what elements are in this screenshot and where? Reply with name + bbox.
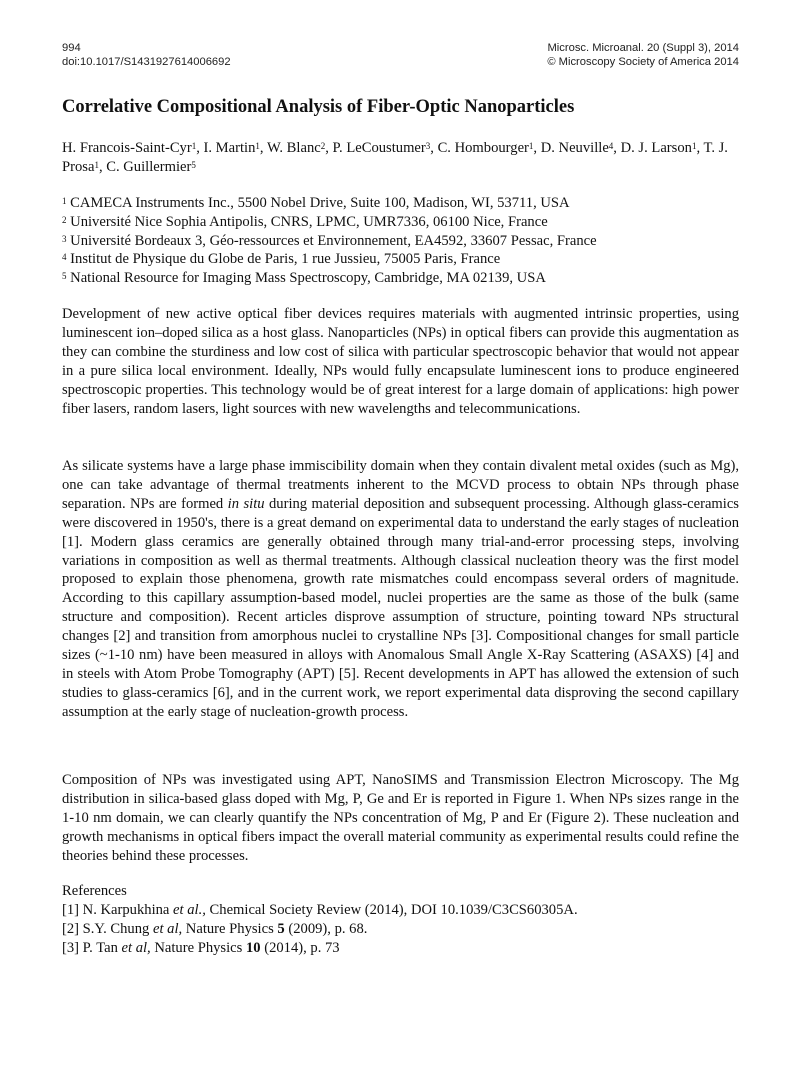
author: D. J. Larson$^1$, <box>620 140 704 156</box>
doi: doi:10.1017/S1431927614006692 <box>62 55 231 68</box>
author: C. Hombourger$^1$, <box>437 140 541 156</box>
affiliation: $^4$ Institut de Physique du Globe de Paris, 1 rue Jussieu, 75005 Paris, France <box>62 251 501 268</box>
author: W. Blanc$^2$, <box>266 140 333 156</box>
author: C. Guillermier$^5$ <box>106 159 196 175</box>
affiliation: $^5$ National Resource for Imaging Mass Spectroscopy, Cambridge, MA 02139, USA <box>62 270 546 287</box>
affiliation: $^2$ Université Nice Sophia Antipolis, CNRS, LPMC, UMR7336, 06100 Nice, France <box>62 213 548 230</box>
reference-item: [3] P. Tan et al, Nature Physics 10 (2014), p. 73 <box>62 940 340 956</box>
body-paragraph-2: As silicate systems have a large phase immiscibility domain when they contain divalent metal oxides (such as Mg), one can take advantage of thermal treatments inherent to the MCVD process to obtain NPs through phase separation. NPs are formed in situ during material deposition and subsequent processing. Although glass-ceramics were discovered in 1950's, there is a great demand on experimental data to understand the early stages of nucleation [1]. Modern glass ceramics are generally obtained through many trial-and-error processing steps, involving variations in composition as well as thermal treatments. Although classical nucleation theory was the first model proposed to explain those phenomena, growth rate mismatches could encompass several orders of magnitude. According to this capillary assumption-based model, nuclei properties are the same as those of the bulk (same structure and composition). Recent articles disprove assumption of structure, pointing toward NPs structural changes [2] and transition from amorphous nuclei to crystalline NPs [3]. Compositional changes for small particle sizes (~1-10 nm) have been measured in alloys with Anomalous Small Angle X-Ray Scattering (ASAXS) [4] and in steels with Atom Probe Tomography (APT) [5]. Recent developments in APT has allowed the extension of such studies to glass-ceramics [6], and in the current work, we report experimental data disproving the second capillary assumption at the early stage of nucleation-growth process. <box>62 458 739 720</box>
journal-citation: Microsc. Microanal. 20 (Suppl 3), 2014 <box>547 42 739 54</box>
author: T. J. Prosa$^1$, <box>62 140 728 175</box>
author: I. Martin$^1$, <box>203 140 267 156</box>
affiliation: $^1$ CAMECA Instruments Inc., 5500 Nobel Drive, Suite 100, Madison, WI, 53711, USA <box>62 195 570 211</box>
reference-item: [2] S.Y. Chung et al, Nature Physics 5 (2009), p. 68. <box>62 921 368 937</box>
body-paragraph-3: Composition of NPs was investigated using APT, NanoSIMS and Transmission Electron Microscopy. The Mg distribution in silica-based glass doped with Mg, P, Ge and Er is reported in Figure 1. When NPs sizes range in the 1-10 nm domain, we can clearly quantify the NPs concentration of Mg, P and Er (Figure 2). These nucleation and growth mechanisms in optical fibers impact the overall material community as experimental results could refine the theories behind these processes. <box>62 772 739 864</box>
copyright: © Microscopy Society of America 2014 <box>547 55 739 68</box>
affiliation-list <box>62 194 762 288</box>
author: D. Neuville$^4$, <box>540 140 621 156</box>
references-section <box>62 882 739 958</box>
body-paragraph-1: Development of new active optical fiber devices requires materials with augmented intrinsic properties, using luminescent ion–doped silica as a host glass. Nanoparticles (NPs) in optical fibers can provide this augmentation as they can combine the sturdiness and low cost of silica with particular spectroscopic behavior that would not appear in a pure silica local environment. Ideally, NPs would fully encapsulate luminescent ions to produce engineered spectroscopic properties. This technology would be of great interest for a large domain of applications: high power fiber lasers, random lasers, light sources with new wavelengths and telecommunications. <box>62 306 739 417</box>
reference-item: [1] N. Karpukhina et al., Chemical Society Review (2014), DOI 10.1039/C3CS60305A. <box>62 902 578 918</box>
author-list <box>62 139 742 177</box>
references-heading: References <box>62 883 127 899</box>
affiliation: $^3$ Université Bordeaux 3, Géo-ressources et Environnement, EA4592, 33607 Pessac, France <box>62 232 597 249</box>
author: P. LeCoustumer$^3$, <box>332 140 438 156</box>
author: H. Francois-Saint-Cyr$^1$, <box>62 140 204 156</box>
page-number: 994 <box>62 42 81 54</box>
paper-title: Correlative Compositional Analysis of Fiber-Optic Nanoparticles <box>62 97 575 117</box>
